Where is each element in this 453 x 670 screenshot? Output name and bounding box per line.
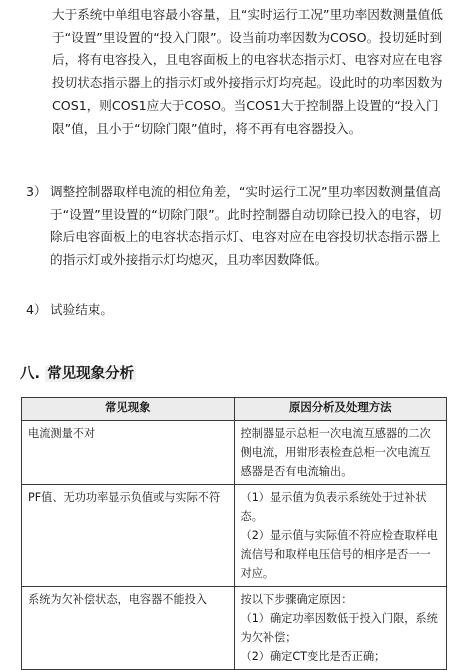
table-row bbox=[22, 587, 447, 670]
list-item-3 bbox=[26, 181, 446, 272]
analysis-line: 按以下步骤确定原因： bbox=[240, 593, 353, 606]
analysis-cell bbox=[234, 587, 447, 670]
analysis-line: （2）显示值与实际值不符应检查取样电流信号和取样电压信号的相序是否一一对应。 bbox=[240, 529, 438, 580]
section-title: 常见现象分析 bbox=[47, 366, 135, 382]
table-header-row bbox=[22, 398, 447, 421]
table-row bbox=[22, 485, 447, 587]
phenomenon-cell: 系统为欠补偿状态，电容器不能投入 bbox=[22, 587, 235, 670]
list-item-number: 3） bbox=[26, 184, 47, 199]
analysis-line: （1）确定功率因数低于投入门限，系统为欠补偿； bbox=[240, 612, 438, 644]
analysis-cell bbox=[234, 485, 447, 587]
section-number: 八. bbox=[20, 366, 41, 382]
analysis-cell bbox=[234, 421, 447, 485]
analysis-line: （2）确定CT变比是否正确； bbox=[240, 650, 386, 663]
phenomena-table bbox=[21, 397, 447, 670]
analysis-line: 控制器显示总柜一次电流互感器的二次侧电流，用钳形表检查总柜一次电流互感器是否有电流输出。 bbox=[240, 427, 431, 478]
list-item-text: 调整控制器取样电流的相位角差，“实时运行工况”里功率因数测量值高于“设置”里设置的“切除门限”。此时控制器自动切除已投入的电容，切除后电容面板上的电容状态指示灯、电容对应在电容投切状态指示器上的指示灯或外接指示灯均熄灭，且功率因数降低。 bbox=[50, 184, 442, 268]
section-heading bbox=[20, 362, 136, 383]
phenomenon-cell: PF值、无功功率显示负值或与实际不符 bbox=[22, 485, 235, 587]
phenomenon-cell: 电流测量不对 bbox=[22, 421, 235, 485]
continuation-paragraph: 大于系统中单组电容最小容量，且“实时运行工况”里功率因数测量值低于“设置”里设置的“投入门限”。设当前功率因数为COSO。投切延时到后，将有电容投入，且电容面板上的电容状态指示灯、电容对应在电容投切状态指示器上的指示灯或外接指示灯均亮起。设此时的功率因数为COS1，则COS1应大于COSO。当COS1大于控制器上设置的“投入门限”值，且小于“切除门限”值时，将不再有电容器投入。 bbox=[52, 7, 443, 136]
table-row bbox=[22, 421, 447, 485]
analysis-line: （1）显示值为负表示系统处于过补状态。 bbox=[240, 491, 427, 523]
list-item-text: 试验结束。 bbox=[50, 302, 113, 317]
header-phenomenon: 常见现象 bbox=[22, 398, 235, 421]
header-analysis: 原因分析及处理方法 bbox=[234, 398, 447, 421]
list-item-number: 4） bbox=[26, 302, 47, 317]
list-item-4 bbox=[26, 299, 446, 322]
